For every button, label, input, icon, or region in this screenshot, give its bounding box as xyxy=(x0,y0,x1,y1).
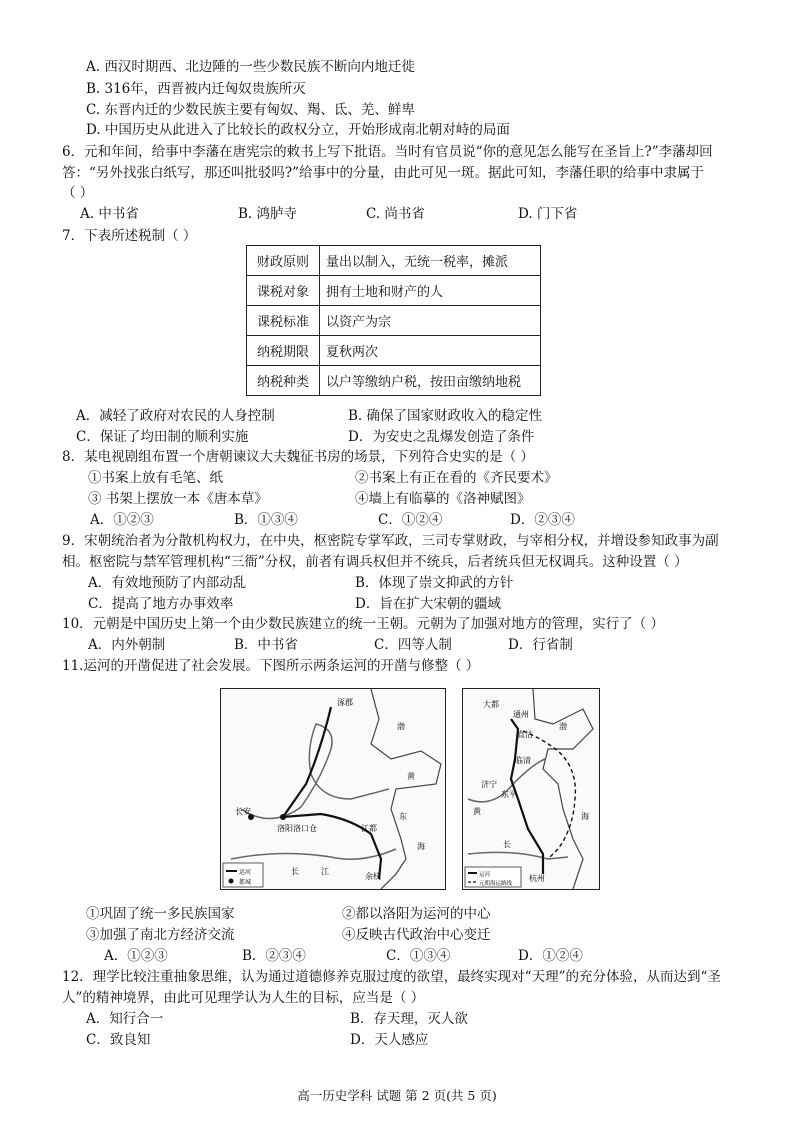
luoyang-marker xyxy=(280,814,286,820)
q11-item-4: ④反映古代政治中心变迁 xyxy=(342,927,491,943)
table-key: 财政原则 xyxy=(247,246,320,276)
q9-stem-line2: 相。枢密院与禁军管理机构“三衙”分权，前者有调兵权但并不统兵，后者统兵但无权调兵。这种设置（ ） xyxy=(62,554,688,570)
q8-option-b: B．①③④ xyxy=(234,512,298,528)
q12-option-c: C．致良知 xyxy=(86,1032,151,1048)
map-label: 东 xyxy=(399,812,407,821)
legend-capital-dot xyxy=(229,879,234,884)
legend-label: 元朝海运路线 xyxy=(479,881,513,887)
map-label: 海 xyxy=(581,812,589,821)
map-label: 余杭 xyxy=(365,872,381,881)
q6-option-c: C. 尚书省 xyxy=(366,206,425,222)
q10-option-d: D．行省制 xyxy=(508,637,573,653)
q5-option-d: D. 中国历史从此进入了比较长的政权分立，开始形成南北朝对峙的局面 xyxy=(86,122,510,138)
q12-option-b: B．存天理，灭人欲 xyxy=(350,1011,468,1027)
q12-stem-line1: 12．理学比较注重抽象思维，认为通过道德修养克服过度的欲望，最终实现对“天理”的充分体验，从而达到“圣 xyxy=(62,969,721,985)
q12-option-a: A．知行合一 xyxy=(86,1011,164,1027)
q12-stem-line2: 人”的精神境界，由此可见理学认为人生的目标，应当是（ ） xyxy=(62,990,425,1006)
q8-option-a: A．①②③ xyxy=(90,512,154,528)
q9-option-a: A．有效地预防了内部动乱 xyxy=(88,575,247,591)
page-footer: 高一历史学科 试题 第 2 页(共 5 页) xyxy=(297,1088,497,1103)
q9-option-b: B．体现了崇文抑武的方针 xyxy=(355,575,514,591)
q6-option-a: A. 中书省 xyxy=(80,206,139,222)
map-label: 直沽 xyxy=(517,730,533,739)
table-value: 量出以制入，无统一税率，摊派 xyxy=(320,246,541,276)
map-label: 东平 xyxy=(501,790,517,799)
table-value: 以户等缴纳户税，按田亩缴纳地税 xyxy=(320,366,541,396)
legend-label: 运河 xyxy=(479,872,491,878)
map-label: 海 xyxy=(417,842,425,851)
yangtze-river xyxy=(231,849,396,859)
map-label: 渤 xyxy=(397,722,405,731)
q6-option-b: B. 鸿胪寺 xyxy=(238,206,298,222)
map-label: 渤 xyxy=(559,722,567,731)
table-row xyxy=(247,306,541,336)
q5-option-c: C. 东晋内迁的少数民族主要有匈奴、羯、氐、羌、鲜卑 xyxy=(86,102,415,118)
q8-item-2: ②书案上有正在看的《齐民要术》 xyxy=(355,470,558,486)
map-label: 涿郡 xyxy=(337,698,353,707)
q8-item-1: ①书案上放有毛笔、纸 xyxy=(88,470,223,486)
table-value: 拥有土地和财产的人 xyxy=(320,276,541,306)
q11-item-2: ②都以洛阳为运河的中心 xyxy=(342,906,491,922)
map-label: 济宁 xyxy=(481,780,497,789)
table-key: 纳税种类 xyxy=(247,366,320,396)
q10-option-a: A．内外朝制 xyxy=(88,637,166,653)
q11-option-d: D．①②④ xyxy=(518,948,583,964)
q8-option-d: D．②③④ xyxy=(510,512,575,528)
map-label: 江都 xyxy=(361,824,377,833)
table-value: 以资产为宗 xyxy=(320,306,541,336)
q7-option-b: B. 确保了国家财政收入的稳定性 xyxy=(348,408,543,424)
q11-item-1: ①巩固了统一多民族国家 xyxy=(86,906,235,922)
map-label: 长安 xyxy=(235,807,251,816)
map-label: 通州 xyxy=(513,710,529,719)
sui-canal-map xyxy=(220,688,446,890)
q9-option-c: C．提高了地方办事效率 xyxy=(88,596,234,612)
q10-option-c: C．四等人制 xyxy=(374,637,452,653)
q10-option-b: B．中书省 xyxy=(234,637,298,653)
q6-stem-line1: 6．元和年间，给事中李藩在唐宪宗的敕书上写下批语。当时有官员说“你的意见怎么能写在圣旨上?”李藩却回 xyxy=(62,144,713,160)
map-label: 江 xyxy=(321,867,329,876)
map-label: 洛口仓 xyxy=(293,824,317,833)
q5-option-b: B. 316年，西晋被内迁匈奴贵族所灭 xyxy=(86,81,306,97)
q7-stem: 7．下表所述税制（ ） xyxy=(62,228,197,244)
q11-option-a: A．①②③ xyxy=(104,948,168,964)
q10-stem: 10．元朝是中国历史上第一个由少数民族建立的统一王朝。元朝为了加强对地方的管理，实行了（ ） xyxy=(62,616,664,632)
q12-option-d: D．天人感应 xyxy=(350,1032,429,1048)
table-key: 课税对象 xyxy=(247,276,320,306)
legend-label: 都城 xyxy=(239,879,252,886)
table-key: 课税标准 xyxy=(247,306,320,336)
legend-label: 运河 xyxy=(239,869,252,876)
sea-route xyxy=(523,731,575,859)
map-label: 长 xyxy=(503,840,511,849)
table-row xyxy=(247,336,541,366)
q6-option-d: D. 门下省 xyxy=(518,206,578,222)
map-label: 长 xyxy=(291,867,299,876)
table-row xyxy=(247,276,541,306)
map-label: 黄 xyxy=(407,772,415,781)
map-label: 杭州 xyxy=(529,874,545,883)
yangtze-river xyxy=(468,852,568,859)
q8-item-4: ④墙上有临摹的《洛神赋图》 xyxy=(355,491,531,507)
yellow-river xyxy=(241,724,389,819)
table-row xyxy=(247,366,541,396)
q6-stem-line2: 答：“另外找张白纸写，那还叫批驳吗?”给事中的分量，由此可见一斑。据此可知，李藩任职的给事中隶属于 xyxy=(62,165,705,181)
table-row xyxy=(247,246,541,276)
q11-option-c: C．①③④ xyxy=(386,948,451,964)
q11-stem: 11.运河的开凿促进了社会发展。下图所示两条运河的开凿与修整（ ） xyxy=(62,658,480,674)
table-value: 夏秋两次 xyxy=(320,336,541,366)
table-key: 纳税期限 xyxy=(247,336,320,366)
yuan-canal-map xyxy=(462,688,600,890)
q5-option-a: A. 西汉时期西、北边陲的一些少数民族不断向内地迁徙 xyxy=(86,59,415,75)
q11-option-b: B．②③④ xyxy=(242,948,306,964)
map-label: 临清 xyxy=(515,756,531,765)
q6-stem-line3: （ ） xyxy=(62,185,94,201)
q8-item-3: ③ 书架上摆放一本《唐本草》 xyxy=(88,491,268,507)
q11-item-3: ③加强了南北方经济交流 xyxy=(86,927,235,943)
q8-option-c: C．①②④ xyxy=(378,512,443,528)
map-label: 黄 xyxy=(473,807,481,816)
map-label: 洛阳 xyxy=(277,824,293,833)
q7-option-a: A．减轻了政府对农民的人身控制 xyxy=(76,408,275,424)
q9-option-d: D．旨在扩大宋朝的疆域 xyxy=(355,596,501,612)
map-label: 大都 xyxy=(483,700,499,709)
q7-option-d: D．为安史之乱爆发创造了条件 xyxy=(348,429,535,445)
q7-option-c: C．保证了均田制的顺利实施 xyxy=(76,429,249,445)
q9-stem-line1: 9．宋朝统治者为分散机构权力，在中央，枢密院专掌军政，三司专掌财政，与宰相分权，并增设参知政事为副 xyxy=(62,533,719,549)
tax-table xyxy=(246,245,541,396)
q8-stem: 8．某电视剧组布置一个唐朝谏议大夫魏征书房的场景，下列符合史实的是（ ） xyxy=(62,449,534,465)
